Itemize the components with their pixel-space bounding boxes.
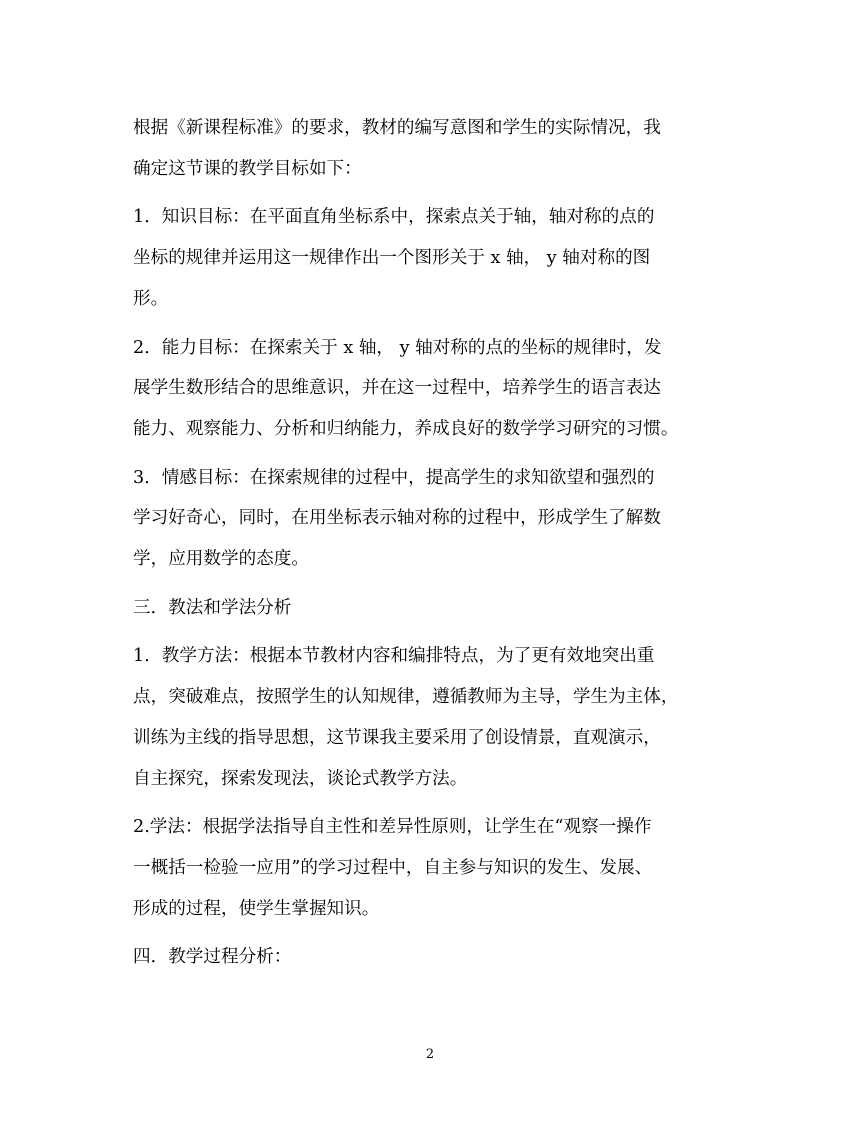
text-line: 根据《新课程标准》的要求，教材的编写意图和学生的实际情况，我 [133,118,661,138]
text-line: 一概括一检验一应用”的学习过程中，自主参与知识的发生、发展、 [133,857,653,878]
section-heading-methods [133,588,727,629]
text-line: 1．知识目标：在平面直角坐标系中，探索点关于轴，轴对称的点的 [133,207,655,228]
text-line: 坐标的规律并运用这一规律作出一个图形关于 x 轴， y 轴对称的图 [133,248,651,269]
text-line: 形。 [133,288,169,309]
text-line: 学习好奇心，同时，在用坐标表示轴对称的过程中，形成学生了解数 [133,508,661,529]
text-line: 2．能力目标：在探索关于 x 轴， y 轴对称的点的坐标的规律时，发 [133,337,662,358]
text-line: 三．教法和学法分析 [133,597,292,618]
text-line: 确定这节课的教学目标如下： [133,158,362,179]
section-heading-process [133,937,727,978]
text-line: 展学生数形结合的思维意识，并在这一过程中，培养学生的语言表达 [133,378,661,399]
text-line: 四．教学过程分析： [133,947,292,968]
text-line: 训练为主线的指导思想，这节课我主要采用了创设情景，直观演示， [133,727,661,748]
paragraph-objectives-intro [133,108,727,189]
paragraph-learning-method [133,807,727,929]
text-line: 自主探究，探索发现法，谈论式教学方法。 [133,768,468,789]
text-line: 1．教学方法：根据本节教材内容和编排特点，为了更有效地突出重 [133,646,655,667]
document-body [133,108,727,986]
page-number: 2 [425,1047,435,1062]
text-line: 点，突破难点，按照学生的认知规律，遵循教师为主导，学生为主体， [133,687,679,708]
text-line: 形成的过程，使学生掌握知识。 [133,898,380,919]
paragraph-emotion-objective [133,458,727,580]
text-line: 学，应用数学的态度。 [133,549,309,570]
text-line: 2.学法：根据学法指导自主性和差异性原则，让学生在“观察一操作 [133,817,652,838]
text-line: 能力、观察能力、分析和归纳能力，养成良好的数学学习研究的习惯。 [133,418,679,439]
text-line: 3．情感目标：在探索规律的过程中，提高学生的求知欲望和强烈的 [133,467,655,488]
paragraph-teaching-method [133,636,727,799]
paragraph-ability-objective [133,328,727,450]
paragraph-knowledge-objective [133,197,727,319]
